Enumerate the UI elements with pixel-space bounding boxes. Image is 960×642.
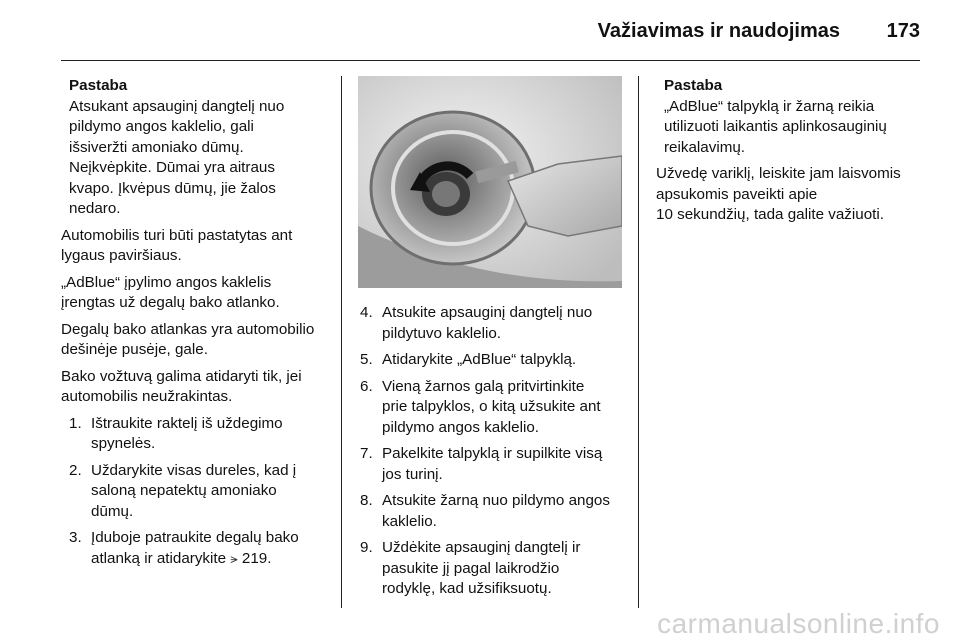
step-line: dūmų. (91, 502, 134, 520)
note-title: Pastaba (664, 77, 723, 94)
paragraph-line: 10 sekundžių, tada galite važiuoti. (656, 206, 884, 223)
paragraph (61, 273, 333, 314)
note-title: Pastaba (69, 77, 128, 94)
reference-arrow-icon[interactable]: ⪫ (230, 550, 238, 566)
step-number: 7. (360, 445, 373, 462)
step-item (360, 491, 632, 532)
step-item (69, 528, 333, 569)
paragraph (61, 367, 333, 408)
step-line: spynelės. (91, 435, 156, 452)
note-line: išsiveržti amoniako dūmų. (69, 138, 244, 156)
right-column (656, 76, 936, 232)
paragraph-line: Automobilis turi būti pastatytas ant (61, 226, 293, 244)
step-line: Atidarykite „AdBlue“ talpyklą. (382, 351, 577, 368)
step-line: Įduboje patraukite degalų bako (91, 529, 299, 546)
column-divider (638, 76, 639, 608)
step-item (360, 303, 632, 344)
step-number: 5. (360, 351, 373, 368)
step-number: 1. (69, 414, 82, 432)
step-number: 8. (360, 492, 373, 509)
paragraph-line: „AdBlue“ įpylimo angos kaklelis (61, 273, 272, 291)
step-item (360, 350, 632, 371)
step-line: rodyklę, kad užsifiksuotų. (382, 580, 552, 597)
paragraph-line: automobilis neužrakintas. (61, 388, 233, 405)
step-line (91, 549, 333, 570)
step-item (360, 538, 632, 600)
note-line: kvapo. Įkvėpus dūmų, jie žalos (69, 179, 276, 197)
step-number: 6. (360, 377, 373, 395)
paragraph (61, 320, 333, 361)
paragraph-line: dešinėje pusėje, gale. (61, 341, 208, 358)
note-line: reikalavimų. (664, 138, 746, 156)
note-box (61, 76, 333, 220)
paragraph (61, 226, 333, 267)
step-line: Vieną žarnos galą pritvirtinkite (382, 377, 585, 395)
column-divider (341, 76, 342, 608)
step-number: 9. (360, 539, 373, 556)
steps-list (61, 414, 333, 570)
step-number: 4. (360, 304, 373, 321)
step-line: pildymo angos kaklelio. (382, 418, 540, 436)
page-header-title: Važiavimas ir naudojimas (597, 20, 840, 42)
paragraph-line: Bako vožtuvą galima atidaryti tik, jei (61, 367, 302, 385)
step-line: jos turinį. (382, 465, 443, 483)
paragraph (656, 164, 936, 226)
paragraph-line: Užvedę variklį, leiskite jam laisvomis (656, 165, 901, 182)
step-item (69, 414, 333, 455)
step-item (360, 377, 632, 439)
paragraph-line: įrengtas už degalų bako atlanko. (61, 294, 280, 311)
step-line: saloną nepatektų amoniako (91, 482, 277, 499)
note-line: nedaro. (69, 200, 121, 217)
step-line: Uždarykite visas dureles, kad į (91, 461, 297, 479)
step-line: Pakelkite talpyklą ir supilkite visą (382, 445, 603, 462)
note-line: Atsukant apsauginį dangtelį nuo (69, 97, 285, 115)
step-item (69, 461, 333, 523)
left-column (61, 76, 333, 575)
header-divider (61, 60, 920, 61)
step-number: 2. (69, 461, 82, 479)
note-line: pildymo angos kaklelio, gali (69, 118, 254, 135)
step-line: kaklelio. (382, 512, 437, 530)
step-item (360, 444, 632, 485)
note-box (656, 76, 936, 158)
step-number: 3. (69, 529, 82, 546)
step-line: pasukite jį pagal laikrodžio (382, 559, 560, 577)
watermark: carmanualsonline.info (657, 608, 940, 639)
step-line: Atsukite apsauginį dangtelį nuo (382, 304, 593, 321)
paragraph-line: Degalų bako atlankas yra automobilio (61, 320, 315, 338)
step-line: pildytuvo kaklelio. (382, 324, 502, 342)
step-line: prie talpyklos, o kitą užsukite ant (382, 398, 601, 415)
note-line: utilizuoti laikantis aplinkosauginių (664, 118, 887, 135)
paragraph-line: apsukomis paveikti apie (656, 185, 818, 203)
fuel-flap-adblue-cap-icon (358, 76, 622, 288)
page-number: 173 (886, 20, 920, 42)
page-reference-link[interactable]: 219. (241, 549, 272, 567)
paragraph-line: lygaus paviršiaus. (61, 247, 182, 264)
steps-list (360, 303, 632, 600)
note-line: Neįkvėpkite. Dūmai yra aitraus (69, 159, 275, 176)
middle-column (360, 303, 632, 606)
note-line: „AdBlue“ talpyklą ir žarną reikia (664, 97, 875, 115)
step-line: Uždėkite apsauginį dangtelį ir (382, 539, 581, 556)
step-line-text: atlanką ir atidarykite (91, 549, 227, 567)
step-line: Atsukite žarną nuo pildymo angos (382, 492, 610, 509)
step-line: Ištraukite raktelį iš uždegimo (91, 414, 283, 432)
